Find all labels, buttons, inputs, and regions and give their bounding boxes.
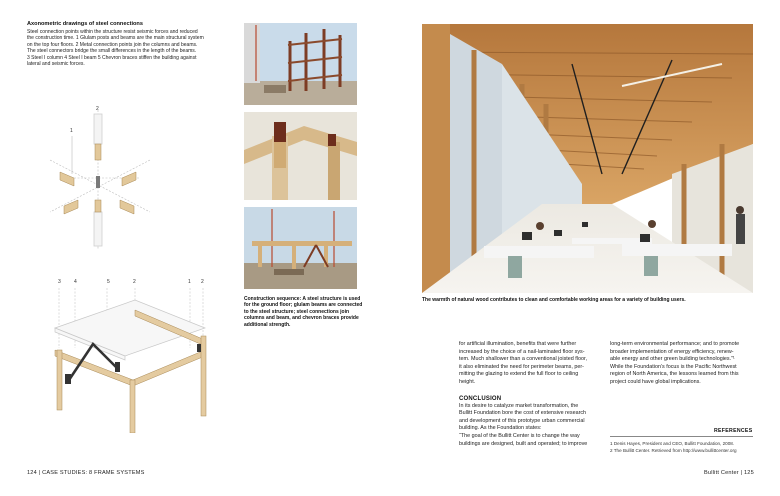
body-line: for artificial illumination, benefits that were further [459, 341, 577, 347]
body-line: In its desire to catalyze market transformation, the [459, 402, 579, 409]
office-interior-photo [422, 24, 753, 293]
construction-photo-steel-frame [244, 23, 357, 105]
drawing-label: 1 [70, 128, 73, 134]
caption-line: Steel connection points within the structure resist seismic forces and reduced [27, 29, 198, 35]
caption-line: additional strength. [244, 321, 291, 328]
drawing-label: 2 [201, 279, 204, 285]
references-list [610, 441, 760, 454]
body-line: “The goal of the Bullitt Center is to change the way [459, 432, 580, 439]
left-page-folio: 124 | CASE STUDIES: 8 FRAME SYSTEMS [27, 470, 145, 476]
drawing-label: 1 [188, 279, 191, 285]
caption-line: columns and beam, and chevron braces provide [244, 315, 359, 322]
body-column-1 [459, 341, 597, 448]
body-line: buildings are designed, built and operated; to improve [459, 440, 588, 447]
caption-line: lateral and seismic forces. [27, 61, 85, 68]
body-line: broader implementation of energy efficiency, renew- [610, 348, 734, 355]
caption-line: on the top four floors. 2 Metal connection points join the columns and beams. [27, 41, 198, 48]
caption-line: to the steel structure; steel connections join [244, 308, 350, 315]
body-line: increased by the choice of a nail-laminated floor sys- [459, 348, 585, 355]
drawing-label: 3 [58, 279, 61, 285]
body-line: building. As the Foundation states: [459, 425, 542, 432]
construction-photo-glulam-frame [244, 207, 357, 289]
references-heading: REFERENCES [714, 428, 753, 434]
body-line: mitting the glazing to extend the full floor to ceiling [459, 371, 579, 378]
body-line: region of North America, the lessons learned from this [610, 371, 739, 378]
caption-line: The steel connectors bridge the small differences in the length of the beams. [27, 48, 197, 55]
body-column-2 [610, 341, 755, 387]
right-page-folio: Bullitt Center | 125 [704, 470, 754, 476]
caption-line: 3 Steel I column 4 Steel I beam 5 Chevron braces stiffen the building against [27, 54, 197, 61]
caption-line: for the ground floor; glulam beams are connected [244, 302, 363, 309]
body-line: While the Foundation’s focus is the Pacific Northwest [610, 363, 737, 370]
drawing-caption [27, 29, 242, 67]
conclusion-heading: CONCLUSION [459, 395, 502, 402]
reference-item: 1 Denis Hayes, President and CEO, Bullitt Foundation, 2008. [610, 441, 735, 446]
body-line: project could have global implications. [610, 378, 701, 385]
glulam-connection-photo [244, 112, 357, 200]
body-line: Bullitt Foundation bore the cost of extensive research [459, 410, 587, 417]
body-line: able energy and other green building technologies.”¹ [610, 356, 735, 363]
drawing-caption-title: Axonometric drawings of steel connections [27, 21, 143, 27]
caption-line: the construction time. 1 Glulam posts and beams are the main structural system [27, 35, 204, 42]
caption-line: Construction sequence: A steel structure is used [244, 296, 361, 302]
frame-drawing [45, 288, 220, 433]
body-line: and development of this prototype urban commercial [459, 417, 585, 424]
body-line: tem. Much shallower than a conventional joisted floor, [459, 356, 587, 363]
drawing-label: 4 [74, 279, 77, 285]
drawing-label: 2 [96, 106, 99, 112]
body-line: long-term environmental performance; and to promote [610, 341, 740, 347]
body-line: height. [459, 378, 476, 385]
reference-item: 2 The Bullitt Center. Retrieved from http://www.bullittcenter.org [610, 447, 737, 453]
drawing-label: 2 [133, 279, 136, 285]
connection-node-drawing [40, 100, 170, 260]
office-photo-caption: The warmth of natural wood contributes to clean and comfortable working areas for a variety of building users. [422, 297, 686, 303]
references-rule [610, 436, 753, 437]
construction-sequence-caption [244, 296, 364, 328]
body-line: it also eliminated the need for perimeter beams, per- [459, 363, 584, 370]
drawing-label: 5 [107, 279, 110, 285]
